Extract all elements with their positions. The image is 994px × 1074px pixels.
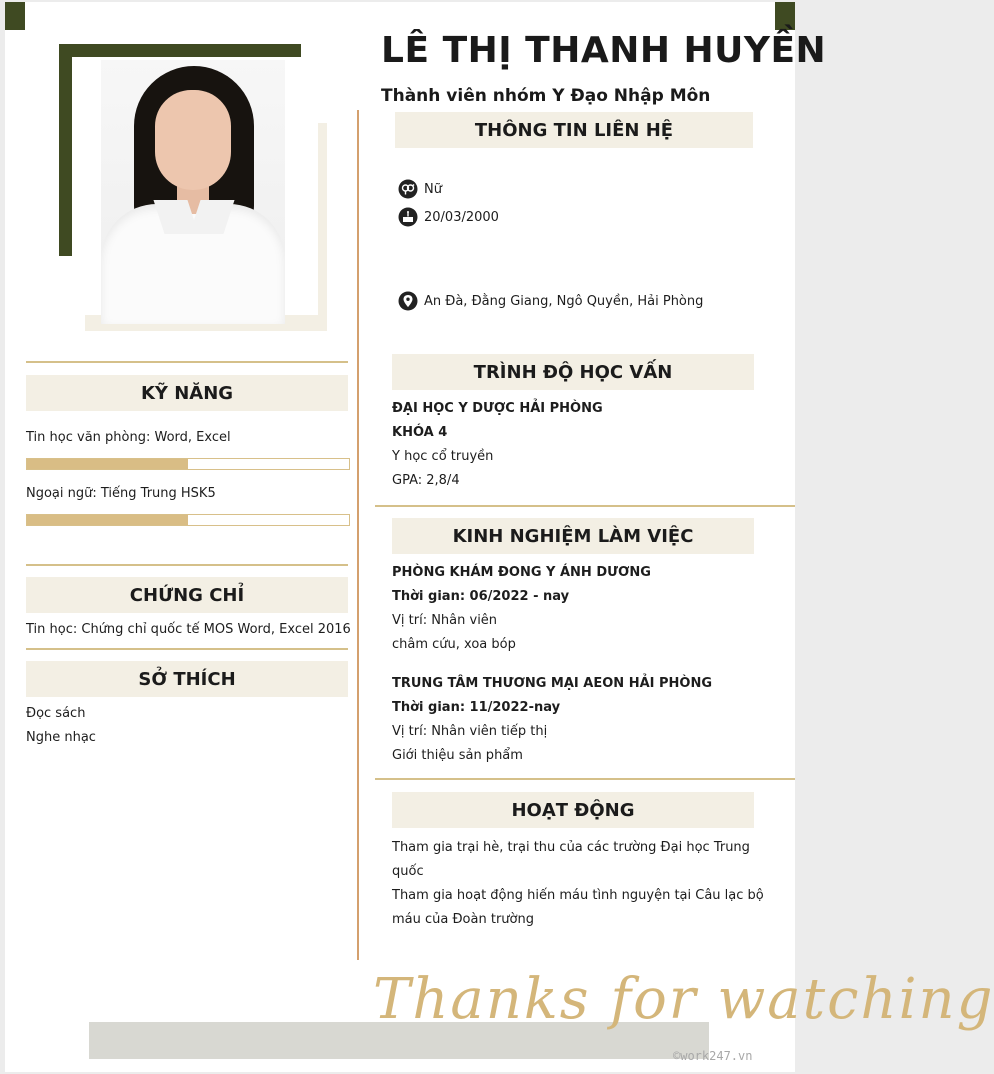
skills-heading: KỸ NĂNG (26, 375, 348, 411)
hobbies-divider (26, 648, 348, 650)
watermark: ©work247.vn (673, 1049, 753, 1063)
skill-bar (26, 514, 350, 526)
activity-line: Tham gia trại hè, trại thu của các trường Đại học Trung (392, 840, 750, 855)
birthday-cake-icon (398, 207, 418, 227)
hobby-item: Đọc sách (26, 706, 86, 721)
candidate-subtitle: Thành viên nhóm Y Đạo Nhập Môn (381, 86, 711, 106)
skill-bar-fill (27, 515, 188, 525)
hobby-item: Nghe nhạc (26, 730, 96, 745)
photo-frame-right (318, 123, 327, 331)
candidate-name: LÊ THỊ THANH HUYỀN (381, 30, 827, 71)
activity-line: Tham gia hoạt động hiến máu tình nguyện tại Câu lạc bộ (392, 888, 764, 903)
job-company: PHÒNG KHÁM ĐONG Y ÁNH DƯƠNG (392, 565, 651, 580)
address-value: An Đà, Đằng Giang, Ngô Quyền, Hải Phòng (424, 294, 704, 309)
education-major: Y học cổ truyền (392, 449, 494, 464)
skills-divider (26, 361, 348, 363)
contact-heading: THÔNG TIN LIÊN HỆ (395, 112, 753, 148)
job-description: Giới thiệu sản phẩm (392, 748, 523, 763)
activities-heading: HOẠT ĐỘNG (392, 792, 754, 828)
photo-frame-left (59, 44, 72, 256)
education-school: ĐẠI HỌC Y DƯỢC HẢI PHÒNG (392, 401, 603, 416)
skill-label: Ngoại ngữ: Tiếng Trung HSK5 (26, 486, 216, 501)
activity-line: quốc (392, 864, 424, 879)
activities-divider (375, 778, 795, 780)
job-position: Vị trí: Nhân viên (392, 613, 498, 628)
certificate-item: Tin học: Chứng chỉ quốc tế MOS Word, Excel 2016 (26, 622, 351, 637)
skill-bar (26, 458, 350, 470)
certificates-divider (26, 564, 348, 566)
job-description: châm cứu, xoa bóp (392, 637, 516, 652)
birthday-value: 20/03/2000 (424, 210, 499, 225)
job-position: Vị trí: Nhân viên tiếp thị (392, 724, 548, 739)
job-time: Thời gian: 06/2022 - nay (392, 589, 570, 604)
column-divider (357, 110, 359, 960)
education-course: KHÓA 4 (392, 425, 448, 440)
skill-label: Tin học văn phòng: Word, Excel (26, 430, 231, 445)
corner-decoration-left (5, 2, 25, 30)
gender-value: Nữ (424, 182, 442, 197)
activity-line: máu của Đoàn trường (392, 912, 534, 927)
photo-frame-top (59, 44, 301, 57)
cv-page (5, 2, 994, 1072)
certificates-heading: CHỨNG CHỈ (26, 577, 348, 613)
thanks-text: Thanks for watching (373, 967, 994, 1032)
profile-photo (101, 60, 285, 315)
gender-icon (398, 179, 418, 199)
education-gpa: GPA: 2,8/4 (392, 473, 460, 488)
job-time: Thời gian: 11/2022-nay (392, 700, 561, 715)
corner-decoration-right (775, 2, 795, 30)
hobbies-heading: SỞ THÍCH (26, 661, 348, 697)
experience-divider (375, 505, 795, 507)
job-company: TRUNG TÂM THƯƠNG MẠI AEON HẢI PHÒNG (392, 676, 713, 691)
skill-bar-fill (27, 459, 188, 469)
location-pin-icon (398, 291, 418, 311)
education-heading: TRÌNH ĐỘ HỌC VẤN (392, 354, 754, 390)
experience-heading: KINH NGHIỆM LÀM VIỆC (392, 518, 754, 554)
